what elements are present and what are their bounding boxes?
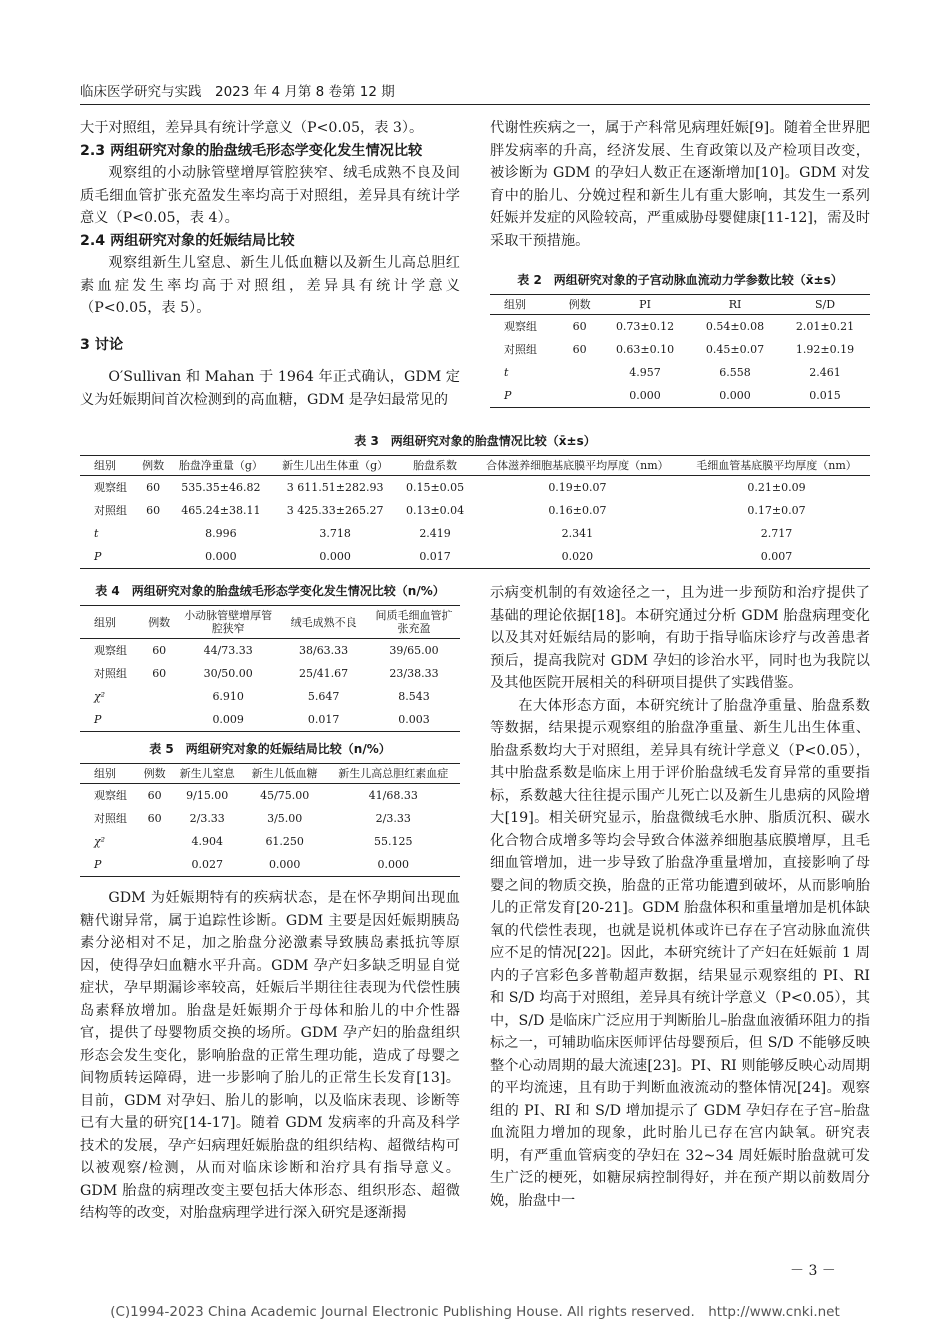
- table-cell: 41/68.33: [368, 789, 418, 802]
- table-cell: 0.73±0.12: [615, 320, 675, 333]
- table-cell: 3 611.51±282.93: [286, 481, 384, 494]
- right-column-bottom: [490, 582, 870, 1212]
- table-cell: 535.35±46.82: [181, 481, 261, 494]
- table-4-caption: 表 4 两组研究对象的胎盘绒毛形态学变化发生情况比较（n/%）: [95, 584, 445, 598]
- page-number: － 3 －: [790, 1263, 836, 1279]
- table-header-cell: PI: [600, 295, 690, 315]
- table-cell: 0.21±0.09: [747, 481, 806, 494]
- right-column-top: [490, 117, 870, 252]
- table-cell: [138, 830, 172, 853]
- table-2-grid: [490, 294, 870, 408]
- table-cell: P: [80, 853, 138, 877]
- table-cell: 60: [152, 644, 167, 657]
- table-header-cell: 组别: [80, 456, 137, 476]
- table-cell: 0.13±0.04: [405, 504, 465, 517]
- table-cell: 对照组: [504, 343, 537, 356]
- table-row: [490, 361, 870, 384]
- table-4-grid: [80, 605, 460, 732]
- table-cell: [137, 545, 170, 569]
- table-header-cell: RI: [690, 295, 780, 315]
- table-header-cell: 间质毛细血管扩张充盈: [368, 606, 460, 639]
- table-header-cell: 胎盘系数: [398, 456, 471, 476]
- table-header-cell: 组别: [490, 295, 559, 315]
- table-cell: 0.16±0.07: [548, 504, 607, 517]
- table-cell: 60: [146, 504, 161, 517]
- journal-info: 临床医学研究与实践 2023 年 4 月第 8 卷第 12 期: [80, 84, 395, 100]
- table-cell: 2/3.33: [189, 812, 225, 825]
- table-cell: P: [80, 708, 141, 732]
- table-cell: 对照组: [94, 667, 127, 680]
- table-cell: 60: [152, 667, 167, 680]
- table-cell: 2.341: [561, 527, 594, 540]
- table-cell: 0.17±0.07: [747, 504, 806, 517]
- table-cell: [141, 685, 177, 708]
- table-header-row: [80, 456, 870, 476]
- table-cell: [138, 853, 172, 877]
- left-column-bottom: [80, 887, 460, 1225]
- table-row: [80, 807, 460, 830]
- paragraph: 观察组的小动脉管壁增厚管腔狭窄、绒毛成熟不良及间质毛细血管扩张充盈发生率均高于对照组，差异具有统计学意义（P<0.05，表 4）。: [80, 165, 460, 226]
- table-header-cell: 新生儿高总胆红素血症: [327, 764, 460, 784]
- table-header-cell: 毛细血管基底膜平均厚度（nm）: [683, 456, 870, 476]
- table-cell: 0.000: [690, 384, 780, 408]
- table-cell: 0.19±0.07: [548, 481, 607, 494]
- table-cell: 45/75.00: [260, 789, 310, 802]
- table-cell: 0.015: [780, 384, 870, 408]
- table-cell: 0.000: [327, 853, 460, 877]
- table-cell: 3.718: [319, 527, 351, 540]
- table-row: [80, 853, 460, 877]
- table-row: [490, 384, 870, 408]
- table-cell: 0.027: [172, 853, 243, 877]
- paragraph: 示病变机制的有效途径之一，且为进一步预防和治疗提供了基础的理论依据[18]。本研究通过分析 GDM 胎盘病理变化以及其对妊娠结局的影响，有助于指导临床诊疗与改善患者预后，提高我院对 GDM 孕妇的诊治水平，同时也为我院以及其他医院开展相关的科研项目提供了实践借鉴。: [490, 585, 870, 691]
- table-5: [80, 740, 460, 877]
- table-row: [80, 708, 460, 732]
- table-cell: 1.92±0.19: [795, 343, 855, 356]
- running-header: [80, 80, 870, 100]
- table-header-cell: 例数: [137, 456, 170, 476]
- table-header-row: [80, 606, 460, 639]
- table-cell: 3 425.33±265.27: [286, 504, 384, 517]
- table-cell: 0.017: [398, 545, 471, 569]
- table-cell: 60: [572, 343, 587, 356]
- table-cell: χ²: [94, 835, 106, 848]
- paragraph: GDM 为妊娠期特有的疾病状态，是在怀孕期间出现血糖代谢异常，属于追踪性诊断。GDM 主要是因妊娠期胰岛素分泌相对不足，加之胎盘分泌激素导致胰岛素抵抗等原因，使得孕妇血糖水平升高。GDM 孕产妇多缺乏明显自觉症状，孕早期漏诊率较高，妊娠后半期往往表现为代偿性胰岛素释放增加。胎盘是妊娠期介于母体和胎儿的中介性器官，提供了母婴物质交换的场所。GDM 孕产妇的胎盘组织形态会发生变化，影响胎盘的正常生理功能，造成了母婴之间物质转运障碍，进一步影响了胎儿的正常生长发育[13]。目前，GDM 对孕妇、胎儿的影响，以及临床表现、诊断等已有大量的研究[14-17]。随着 GDM 发病率的升高及科学技术的发展，孕产妇病理妊娠胎盘的组织结构、超微结构可以被观察/检测，从而对临床诊断和治疗具有指导意义。GDM 胎盘的病理改变主要包括大体形态、组织形态、超微结构等的改变，对胎盘病理学进行深入研究是逐渐揭: [80, 890, 460, 1221]
- table-cell: 23/38.33: [389, 667, 439, 680]
- table-cell: 465.24±38.11: [181, 504, 261, 517]
- paragraph: 观察组新生儿窒息、新生儿低血糖以及新生儿高总胆红素血症发生率均高于对照组，差异具有统计学意义（P<0.05，表 5）。: [80, 255, 460, 316]
- table-cell: 0.63±0.10: [615, 343, 675, 356]
- table-cell: P: [490, 384, 559, 408]
- table-header-cell: 小动脉管壁增厚管腔狭窄: [177, 606, 279, 639]
- table-cell: 6.910: [212, 690, 244, 703]
- table-cell: 0.000: [243, 853, 327, 877]
- table-cell: 0.54±0.08: [705, 320, 765, 333]
- table-cell: 55.125: [374, 835, 413, 848]
- table-row: [80, 830, 460, 853]
- table-cell: 5.647: [307, 690, 340, 703]
- table-cell: 61.250: [265, 835, 304, 848]
- table-cell: 2.717: [760, 527, 793, 540]
- table-cell: 60: [572, 320, 587, 333]
- table-cell: 观察组: [504, 320, 537, 333]
- table-cell: 6.558: [719, 366, 751, 379]
- table-row: [80, 545, 870, 569]
- table-header-cell: 组别: [80, 764, 138, 784]
- table-cell: 4.957: [629, 366, 661, 379]
- table-cell: 0.45±0.07: [705, 343, 765, 356]
- table-row: [80, 784, 460, 808]
- table-cell: 对照组: [94, 504, 127, 517]
- table-cell: [137, 522, 170, 545]
- paragraph: O′Sullivan 和 Mahan 于 1964 年正式确认，GDM 定义为妊娠期间首次检测到的高血糖，GDM 是孕妇最常见的: [80, 369, 460, 408]
- table-cell: t: [504, 366, 509, 379]
- table-row: [80, 522, 870, 545]
- table-cell: 对照组: [94, 812, 127, 825]
- table-cell: 0.000: [272, 545, 398, 569]
- table-cell: 38/63.33: [298, 644, 349, 657]
- table-5-grid: [80, 763, 460, 877]
- table-cell: 2.419: [419, 527, 451, 540]
- header-rule: [80, 104, 870, 105]
- table-2: [490, 271, 870, 408]
- table-header-cell: 例数: [559, 295, 600, 315]
- table-cell: [559, 361, 600, 384]
- table-header-row: [80, 764, 460, 784]
- table-cell: [559, 384, 600, 408]
- table-row: [490, 338, 870, 361]
- table-header-cell: 组别: [80, 606, 141, 639]
- table-cell: 0.15±0.05: [405, 481, 465, 494]
- table-2-caption: 表 2 两组研究对象的子宫动脉血流动力学参数比较（x̄±s）: [517, 273, 843, 287]
- table-3-caption: 表 3 两组研究对象的胎盘情况比较（x̄±s）: [354, 434, 596, 448]
- table-cell: 4.904: [191, 835, 223, 848]
- table-header-cell: 例数: [141, 606, 177, 639]
- table-cell: 60: [146, 481, 161, 494]
- table-header-cell: 合体滋养细胞基底膜平均厚度（nm）: [472, 456, 683, 476]
- table-cell: 25/41.67: [298, 667, 349, 680]
- table-cell: t: [94, 527, 99, 540]
- table-row: [80, 476, 870, 500]
- table-header-cell: 绒毛成熟不良: [279, 606, 368, 639]
- table-cell: P: [80, 545, 137, 569]
- table-cell: 44/73.33: [203, 644, 253, 657]
- table-row: [80, 499, 870, 522]
- table-cell: 观察组: [94, 644, 127, 657]
- table-header-cell: 新生儿出生体重（g）: [272, 456, 398, 476]
- table-header-cell: 例数: [138, 764, 172, 784]
- paragraph: 大于对照组，差异具有统计学意义（P<0.05，表 3）。: [80, 120, 424, 136]
- table-cell: 0.009: [177, 708, 279, 732]
- table-header-cell: 新生儿窒息: [172, 764, 243, 784]
- table-cell: 0.000: [600, 384, 690, 408]
- table-3: [80, 432, 870, 569]
- table-cell: 3/5.00: [267, 812, 303, 825]
- table-cell: 0.003: [368, 708, 460, 732]
- table-cell: 60: [147, 789, 162, 802]
- table-cell: 0.000: [170, 545, 272, 569]
- table-3-grid: [80, 455, 870, 569]
- table-cell: 2.01±0.21: [795, 320, 855, 333]
- table-header-row: [490, 295, 870, 315]
- section-heading-3: 3 讨论: [80, 336, 124, 353]
- table-cell: 0.007: [683, 545, 870, 569]
- table-cell: [141, 708, 177, 732]
- table-row: [80, 639, 460, 663]
- table-cell: 观察组: [94, 481, 127, 494]
- table-cell: 8.996: [205, 527, 237, 540]
- footer-copyright: (C)1994-2023 China Academic Journal Electronic Publishing House. All rights reserved. http://www.cnki.net: [110, 1304, 840, 1320]
- table-cell: 2/3.33: [375, 812, 411, 825]
- table-cell: 8.543: [398, 690, 430, 703]
- left-column-top: [80, 117, 460, 411]
- table-cell: 2.461: [809, 366, 841, 379]
- table-cell: 0.020: [472, 545, 683, 569]
- table-header-cell: 新生儿低血糖: [243, 764, 327, 784]
- table-cell: 0.017: [279, 708, 368, 732]
- table-header-cell: S/D: [780, 295, 870, 315]
- table-cell: χ²: [94, 690, 106, 703]
- section-heading-2-4: 2.4 两组研究对象的妊娠结局比较: [80, 232, 295, 249]
- table-header-cell: 胎盘净重量（g）: [170, 456, 272, 476]
- table-row: [80, 685, 460, 708]
- paragraph: 在大体形态方面，本研究统计了胎盘净重量、胎盘系数等数据，结果提示观察组的胎盘净重量、新生儿出生体重、胎盘系数均大于对照组，差异具有统计学意义（P<0.05），其中胎盘系数是临床上用于评价胎盘绒毛发育异常的重要指标，系数越大往往提示围产儿死亡以及新生儿患病的风险增大[19]。相关研究显示，胎盘微绒毛水肿、脂质沉积、碳水化合物合成增多等均会导致合体滋养细胞基底膜增厚，且毛细血管增加，进一步导致了胎盘净重量增加，直接影响了母婴之间的物质交换，胎盘的正常功能遭到破坏，从而影响胎儿的正常发育[20-21]。GDM 胎盘体积和重量增加是机体缺氧的代偿性表现，也就是说机体或许已存在子宫动脉血流供应不足的情况[22]。因此，本研究统计了产妇在妊娠前 1 周内的子宫彩色多普勒超声数据，结果显示观察组的 PI、RI 和 S/D 均高于对照组，差异具有统计学意义（P<0.05），其中，S/D 是临床广泛应用于判断胎儿–胎盘血液循环阻力的指标之一，可辅助临床医师评估母婴预后，但 S/D 不能够反映整个心动周期的最大流速[23]。PI、RI 则能够反映心动周期的平均流速，且有助于判断血液流动的整体情况[24]。观察组的 PI、RI 和 S/D 增加提示了 GDM 孕妇存在子宫–胎盘血流阻力增加的现象，此时胎儿已存在宫内缺氧。研究表明，有严重血管病变的孕妇在 32~34 周妊娠时胎盘就可发生广泛的梗死，如糖尿病控制得好，并在预产期以前数周分娩，胎盘中一: [490, 697, 870, 1209]
- table-cell: 9/15.00: [186, 789, 229, 802]
- table-4: [80, 582, 460, 732]
- table-row: [80, 662, 460, 685]
- section-heading-2-3: 2.3 两组研究对象的胎盘绒毛形态学变化发生情况比较: [80, 142, 423, 159]
- table-row: [490, 315, 870, 339]
- table-cell: 39/65.00: [389, 644, 439, 657]
- table-5-caption: 表 5 两组研究对象的妊娠结局比较（n/%）: [149, 742, 391, 756]
- table-cell: 观察组: [94, 789, 127, 802]
- paragraph: 代谢性疾病之一，属于产科常见病理妊娠[9]。随着全世界肥胖发病率的升高，经济发展、生育政策以及产检项目改变，被诊断为 GDM 的孕妇人数正在逐渐增加[10]。GDM 对发育中的胎儿、分娩过程和新生儿有重大影响，其发生一系列妊娠并发症的风险较高，严重威胁母婴健康[11-12]，需及时采取干预措施。: [490, 120, 870, 249]
- table-cell: 60: [147, 812, 162, 825]
- table-cell: 30/50.00: [203, 667, 253, 680]
